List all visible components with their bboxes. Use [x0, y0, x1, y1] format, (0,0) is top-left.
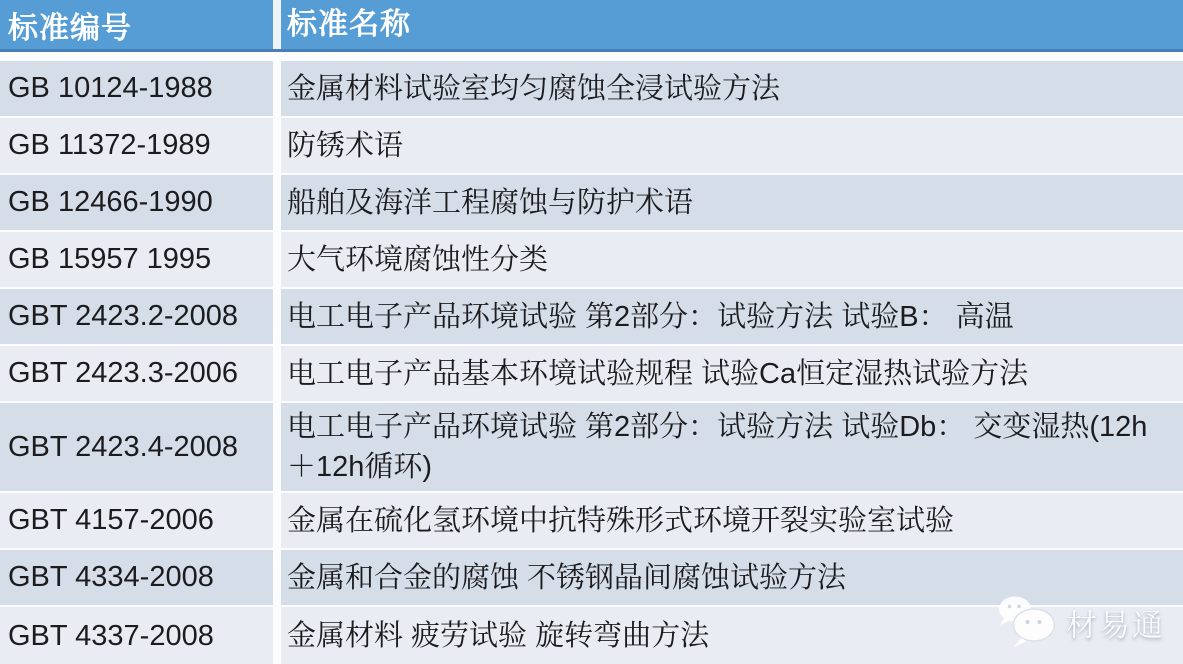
- standard-code: GB 10124-1988: [0, 61, 273, 116]
- standard-name: 金属在硫化氢环境中抗特殊形式环境开裂实验室试验: [281, 493, 1183, 548]
- standard-code: GBT 2423.2-2008: [0, 289, 273, 344]
- watermark-label: 材易通: [1066, 607, 1165, 643]
- column-divider: [273, 607, 281, 664]
- column-divider: [273, 61, 281, 116]
- standard-code: GB 15957 1995: [0, 232, 273, 287]
- table-row: [0, 403, 1183, 491]
- standard-name: 金属材料试验室均匀腐蚀全浸试验方法: [281, 61, 1183, 116]
- standard-code: GBT 4337-2008: [0, 607, 273, 664]
- table-header-row: [0, 0, 1183, 52]
- table-row: [0, 607, 1183, 664]
- column-divider: [273, 175, 281, 230]
- table-row: [0, 61, 1183, 116]
- table-row: [0, 175, 1183, 230]
- standard-name: 电工电子产品环境试验 第2部分：试验方法 试验Db： 交变湿热(12h＋12h循环): [281, 403, 1183, 491]
- standard-name: 金属材料 疲劳试验 旋转弯曲方法: [281, 607, 1183, 664]
- standard-code: GBT 4334-2008: [0, 550, 273, 605]
- column-divider: [273, 346, 281, 401]
- standard-code: GBT 2423.4-2008: [0, 403, 273, 491]
- standard-code: GBT 2423.3-2006: [0, 346, 273, 401]
- standard-code: GBT 4157-2006: [0, 493, 273, 548]
- column-header-standard-name: 标准名称: [287, 8, 411, 41]
- table-row: [0, 346, 1183, 401]
- standard-name: 电工电子产品环境试验 第2部分：试验方法 试验B： 高温: [281, 289, 1183, 344]
- standard-name: 防锈术语: [281, 118, 1183, 173]
- column-divider: [273, 232, 281, 287]
- standard-name: 大气环境腐蚀性分类: [281, 232, 1183, 287]
- column-divider: [273, 118, 281, 173]
- standard-name: 船舶及海洋工程腐蚀与防护术语: [281, 175, 1183, 230]
- column-header-standard-code: 标准编号: [8, 11, 132, 45]
- table-row: [0, 118, 1183, 173]
- table-row: [0, 550, 1183, 605]
- column-divider: [273, 0, 281, 49]
- table-body: [0, 61, 1183, 664]
- table-row: [0, 289, 1183, 344]
- column-divider: [273, 550, 281, 605]
- standard-code: GB 11372-1989: [0, 118, 273, 173]
- standard-code: GB 12466-1990: [0, 175, 273, 230]
- standard-name: 金属和合金的腐蚀 不锈钢晶间腐蚀试验方法: [281, 550, 1183, 605]
- table-row: [0, 493, 1183, 548]
- column-divider: [273, 403, 281, 491]
- column-divider: [273, 493, 281, 548]
- column-divider: [273, 289, 281, 344]
- standard-name: 电工电子产品基本环境试验规程 试验Ca恒定湿热试验方法: [281, 346, 1183, 401]
- table-row: [0, 232, 1183, 287]
